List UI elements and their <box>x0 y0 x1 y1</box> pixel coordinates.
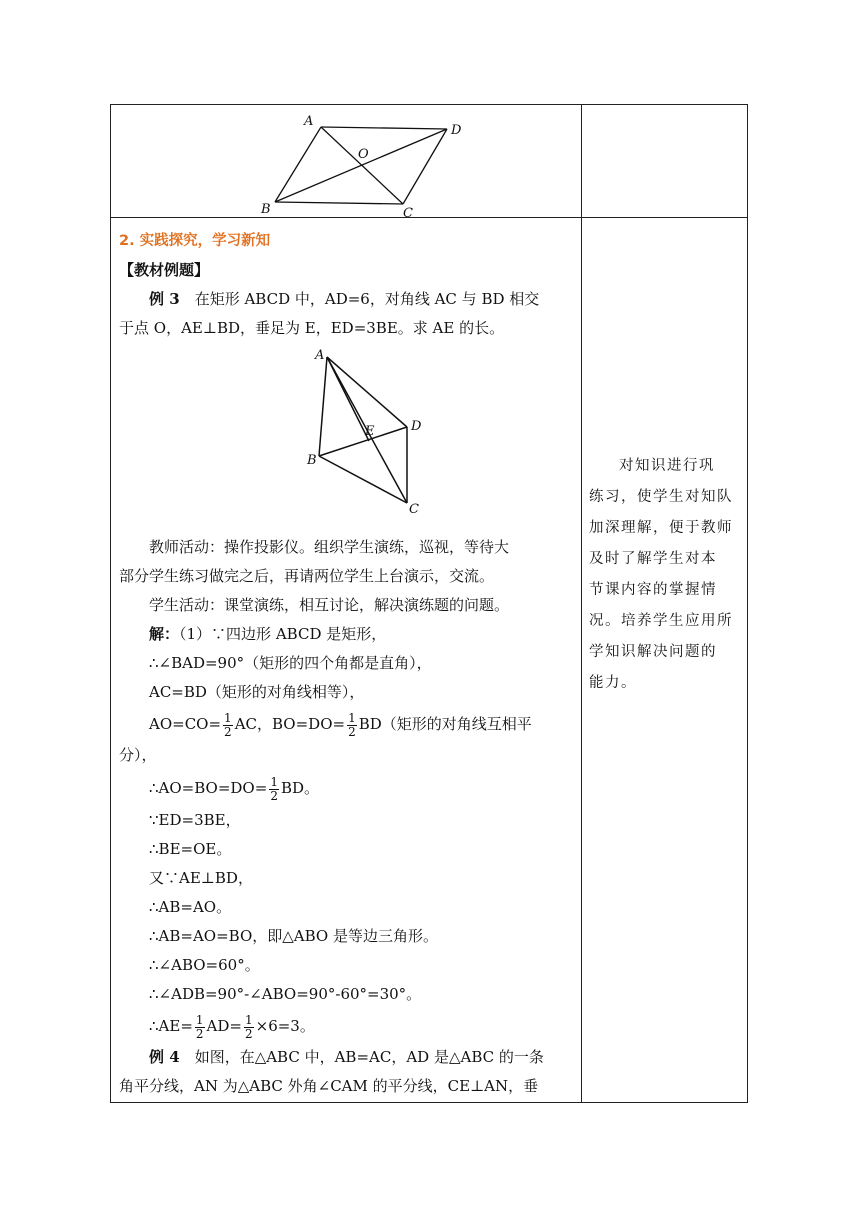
example4-line1: 例 4 如图，在△ABC 中，AB=AC，AD 是△ABC 的一条 <box>149 1048 544 1066</box>
edge-ad <box>321 127 447 129</box>
diagonal-bd <box>319 427 407 456</box>
section-title: 2. 实践探究，学习新知 <box>119 233 271 249</box>
solution-step10: ∴AB=AO=BO，即△ABO 是等边三角形。 <box>149 927 438 945</box>
label-a: A <box>315 348 325 363</box>
label-d: D <box>451 123 462 138</box>
solution-step8: 又∵AE⊥BD， <box>149 869 253 887</box>
fraction-half: $\frac{1}{2}$ <box>195 1012 204 1041</box>
lesson-table <box>110 104 748 1103</box>
side-note-line: 加深理解，便于教师 <box>589 520 733 536</box>
fraction-half: $\frac{1}{2}$ <box>224 710 232 739</box>
subheading: 【教材例题】 <box>119 261 210 279</box>
solution-step5: ∴AO=BO=DO= $\frac{1}{2}$ BD。 <box>149 774 320 803</box>
side-note-line: 及时了解学生对本 <box>589 551 717 567</box>
label-c: C <box>403 206 413 217</box>
solution-step12: ∴∠ADB=90°-∠ABO=90°-60°=30°。 <box>149 985 422 1003</box>
solution-step6: ∵ED=3BE， <box>149 811 241 829</box>
solution-step2: ∴∠BAD=90°（矩形的四个角都是直角）， <box>149 654 432 672</box>
teacher-line1: 教师活动：操作投影仪。组织学生演练，巡视，等待大 <box>149 538 510 556</box>
side-note-line: 练习，使学生对知队 <box>589 489 733 505</box>
edge-ab <box>319 357 327 456</box>
solution-step7: ∴BE=OE。 <box>149 840 232 858</box>
edge-ab <box>275 127 321 202</box>
main-content <box>119 227 575 1101</box>
fraction-half: $\frac{1}{2}$ <box>348 710 356 739</box>
segment-ae <box>327 357 369 441</box>
example3-line1: 例 3 在矩形 ABCD 中，AD=6，对角线 AC 与 BD 相交 <box>149 290 540 308</box>
edge-ad <box>327 357 407 427</box>
label-c: C <box>409 502 419 515</box>
student-line1: 学生活动：课堂演练，相互讨论，解决演练题的问题。 <box>149 596 510 614</box>
rectangle-figure <box>305 343 435 515</box>
solution-step13: ∴AE= $\frac{1}{2}$ AD= $\frac{1}{2}$ ×6=3。 <box>149 1012 315 1041</box>
edge-dc <box>403 129 447 204</box>
label-b: B <box>261 202 271 217</box>
example4-line2: 角平分线，AN 为△ABC 外角∠CAM 的平分线，CE⊥AN，垂 <box>119 1077 539 1095</box>
row-divider <box>111 217 747 218</box>
fraction-half: $\frac{1}{2}$ <box>244 1012 253 1041</box>
side-note-line: 况。培养学生应用所 <box>589 613 733 629</box>
example4-label: 例 4 <box>149 1048 180 1066</box>
solution-step11: ∴∠ABO=60°。 <box>149 956 260 974</box>
label-a: A <box>304 114 314 129</box>
solution-step3: AC=BD（矩形的对角线相等）， <box>149 683 365 701</box>
diagonal-bd <box>275 129 447 202</box>
side-note-line: 对知识进行巩 <box>619 458 715 474</box>
label-o: O <box>358 147 369 162</box>
fraction-half: $\frac{1}{2}$ <box>270 774 278 803</box>
column-divider <box>581 105 582 1102</box>
teacher-line2: 部分学生练习做完之后，再请两位学生上台演示，交流。 <box>119 567 495 585</box>
solution-step4-cont: 分）， <box>119 746 157 764</box>
edge-bc <box>275 202 403 204</box>
label-b: B <box>307 453 317 468</box>
solution-step1: 解：（1）∵四边形 ABCD 是矩形， <box>149 625 387 643</box>
side-note-line: 节课内容的掌握情 <box>589 582 717 598</box>
solution-step9: ∴AB=AO。 <box>149 898 232 916</box>
side-note-line: 学知识解决问题的 <box>589 644 717 660</box>
parallelogram-figure <box>259 109 479 217</box>
side-note <box>589 451 739 699</box>
example3-line2: 于点 O，AE⊥BD，垂足为 E，ED=3BE。求 AE 的长。 <box>119 319 505 337</box>
side-note-line: 能力。 <box>589 675 637 691</box>
label-d: D <box>411 419 422 434</box>
example3-label: 例 3 <box>149 290 180 308</box>
solution-step4: AO=CO= $\frac{1}{2}$ AC，BO=DO= $\frac{1}{2}$ BD（矩形的对角线互相平 <box>149 710 532 739</box>
label-e: E <box>365 424 375 439</box>
